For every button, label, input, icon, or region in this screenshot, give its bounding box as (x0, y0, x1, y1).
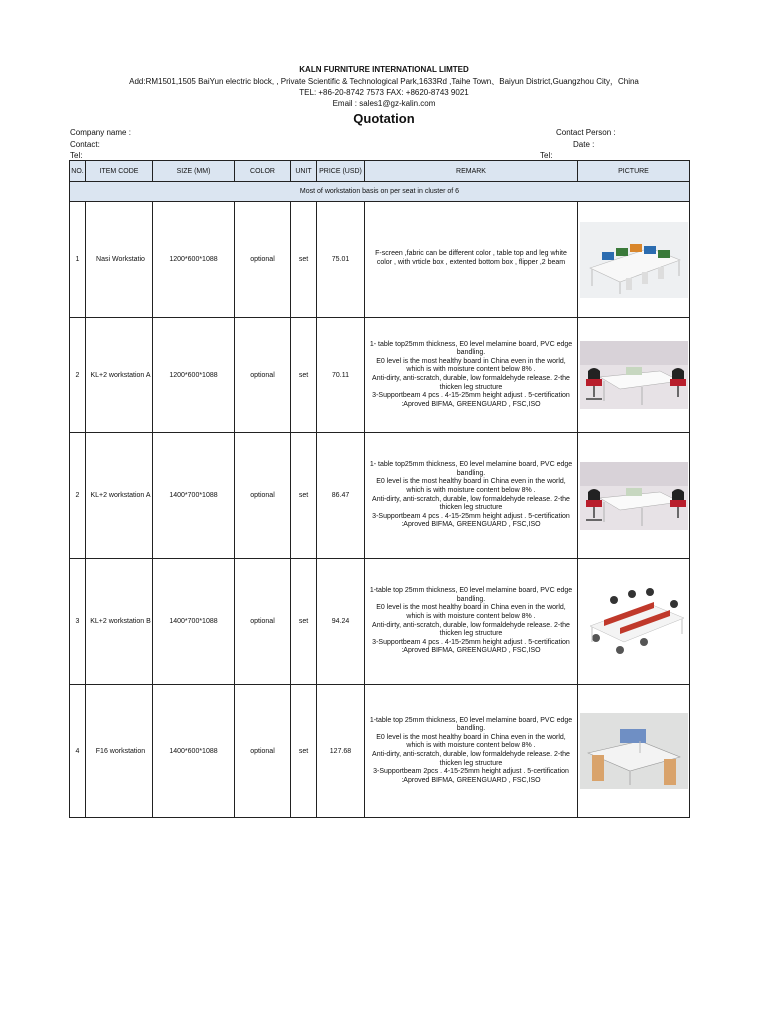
row-remark: 1-table top 25mm thickness, E0 level melamine board, PVC edge bandling. E0 level is the most healthy board in China even in the world, which is with moisture content below 8% . Anti-dirty, anti-scratch, durable, low formaldehyde release. 2-the thicken leg structure 3-Supportbeam 4 pcs . 4-15-25mm height adjust . 5-certification :Aproved BIFMA, GREENGUARD , FSC,ISO (365, 559, 578, 685)
row-unit: set (291, 202, 317, 318)
company-name: KALN FURNITURE INTERNATIONAL LIMTED (299, 65, 469, 74)
row-unit: set (291, 559, 317, 685)
table-row (70, 559, 690, 685)
row-picture (578, 559, 690, 685)
row-item-code: KL+2 workstation A (86, 433, 153, 559)
band-row (70, 182, 690, 202)
quotation-table (69, 160, 690, 818)
row-remark: 1- table top25mm thickness, E0 level melamine board, PVC edge bandling. E0 level is the most healthy board in China even in the world, which is with moisture content below 8% . Anti-dirty, anti-scratch, durable, low formaldehyde release. 2-the thicken leg structure 3-Supportbeam 4 pcs . 4-15-25mm height adjust . 5-certification :Aproved BIFMA, GREENGUARD , FSC,ISO (365, 433, 578, 559)
row-size: 1400*700*1088 (153, 559, 235, 685)
row-no: 3 (70, 559, 86, 685)
header-remark: REMARK (365, 161, 578, 182)
row-picture (578, 202, 690, 318)
row-item-code: Nasi Workstatio (86, 202, 153, 318)
row-picture (578, 433, 690, 559)
row-remark: 1-table top 25mm thickness, E0 level melamine board, PVC edge bandling. E0 level is the most healthy board in China even in the world, which is with moisture content below 8% . Anti-dirty, anti-scratch, durable, low formaldehyde release. 2-the thicken leg structure 3-Supportbeam 2pcs . 4-15-25mm height adjust . 5-certification :Aproved BIFMA, GREENGUARD , FSC,ISO (365, 685, 578, 818)
row-picture (578, 318, 690, 433)
header-unit: UNIT (291, 161, 317, 182)
header-picture: PICTURE (578, 161, 690, 182)
kl2-workstation-a-image (580, 341, 688, 409)
kl2-workstation-a-image (580, 462, 688, 530)
row-price: 70.11 (317, 318, 365, 433)
row-color: optional (235, 559, 291, 685)
kl2-workstation-b-image (580, 584, 688, 660)
company-phone-fax: TEL: +86-20-8742 7573 FAX: +8620-8743 9021 (299, 88, 469, 97)
company-name-label: Company name : (70, 128, 131, 137)
header-size: SIZE (MM) (153, 161, 235, 182)
row-unit: set (291, 685, 317, 818)
contact-label: Contact: (70, 140, 100, 149)
row-no: 1 (70, 202, 86, 318)
row-size: 1200*600*1088 (153, 202, 235, 318)
table-header-row (70, 161, 690, 182)
row-price: 86.47 (317, 433, 365, 559)
header-price: PRICE (USD) (317, 161, 365, 182)
band-note: Most of workstation basis on per seat in cluster of 6 (70, 182, 690, 202)
row-price: 127.68 (317, 685, 365, 818)
nasi-workstation-image (580, 222, 688, 298)
row-color: optional (235, 202, 291, 318)
row-size: 1400*700*1088 (153, 433, 235, 559)
row-price: 94.24 (317, 559, 365, 685)
table-row (70, 685, 690, 818)
row-color: optional (235, 318, 291, 433)
row-unit: set (291, 318, 317, 433)
row-item-code: KL+2 workstation B (86, 559, 153, 685)
row-size: 1400*600*1088 (153, 685, 235, 818)
tel-label-left: Tel: (70, 151, 83, 160)
row-no: 4 (70, 685, 86, 818)
date-label: Date : (573, 140, 595, 149)
company-email: Email : sales1@gz-kalin.com (332, 99, 436, 108)
row-price: 75.01 (317, 202, 365, 318)
row-color: optional (235, 433, 291, 559)
header-no: NO. (70, 161, 86, 182)
table-row (70, 318, 690, 433)
f16-workstation-image (580, 713, 688, 789)
table-row (70, 202, 690, 318)
row-picture (578, 685, 690, 818)
row-color: optional (235, 685, 291, 818)
row-item-code: KL+2 workstation A (86, 318, 153, 433)
row-item-code: F16 workstation (86, 685, 153, 818)
row-no: 2 (70, 318, 86, 433)
row-no: 2 (70, 433, 86, 559)
header-color: COLOR (235, 161, 291, 182)
table-row (70, 433, 690, 559)
row-unit: set (291, 433, 317, 559)
contact-person-label: Contact Person : (556, 128, 616, 137)
row-size: 1200*600*1088 (153, 318, 235, 433)
document-title: Quotation (353, 111, 415, 126)
company-address: Add:RM1501,1505 BaiYun electric block, , Private Scientific & Technological Park,1633Rd ,Taihe Town、Baiyun District,Guangzhou City，China (129, 77, 639, 86)
row-remark: 1- table top25mm thickness, E0 level melamine board, PVC edge bandling. E0 level is the most healthy board in China even in the world, which is with moisture content below 8% . Anti-dirty, anti-scratch, durable, low formaldehyde release. 2-the thicken leg structure 3-Supportbeam 4 pcs . 4-15-25mm height adjust . 5-certification :Aproved BIFMA, GREENGUARD , FSC,ISO (365, 318, 578, 433)
tel-label-right: Tel: (540, 151, 553, 160)
row-remark: F-screen ,fabric can be different color , table top and leg white color , with vrticle box , extented bottom box , flipper ,2 beam (365, 202, 578, 318)
header-item-code: ITEM CODE (86, 161, 153, 182)
